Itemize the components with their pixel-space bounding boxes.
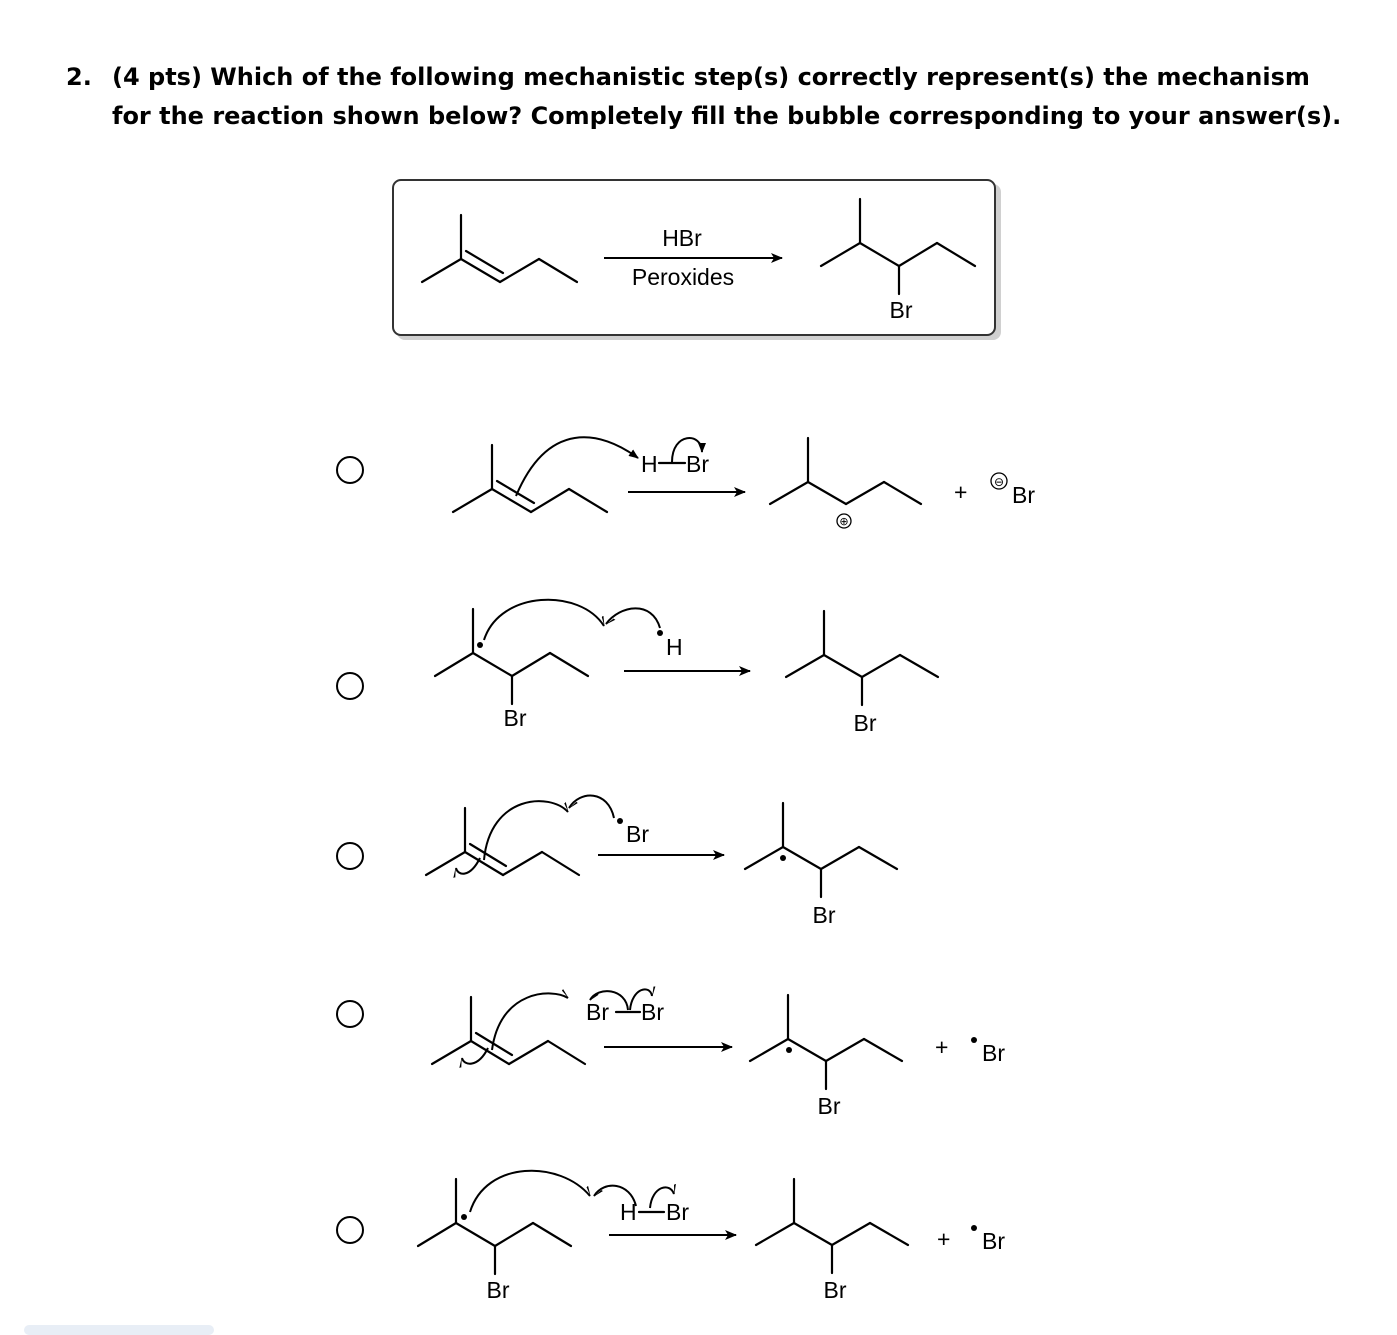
- hydrogen-radical: H: [666, 634, 683, 660]
- bromide-ion: Br: [1012, 482, 1035, 508]
- fishhook-arrow: [484, 801, 568, 860]
- bromine-radical: Br: [982, 1228, 1005, 1254]
- product-br-label: Br: [889, 297, 913, 323]
- product-br-label: Br: [823, 1277, 847, 1303]
- plus-sign: +: [937, 1226, 951, 1252]
- curved-arrow: [516, 437, 638, 496]
- option-5-mechanism: [418, 1171, 1005, 1303]
- reagent-br: Br: [666, 1199, 689, 1225]
- option-1-mechanism: [453, 437, 1035, 528]
- fishhook-arrow: [484, 600, 604, 640]
- reaction-box: [393, 180, 1001, 340]
- product-br-label: Br: [817, 1093, 841, 1119]
- reagent-hbr: HBr: [662, 225, 702, 251]
- start-br-label: Br: [486, 1277, 510, 1303]
- plus-sign: +: [954, 479, 968, 505]
- fishhook-arrow: [492, 993, 568, 1050]
- option-4-mechanism: [432, 989, 1005, 1119]
- radical-dot: [657, 630, 663, 636]
- horizontal-scrollbar[interactable]: [24, 1325, 214, 1335]
- option-2-mechanism: [435, 600, 938, 736]
- fishhook-arrow: [462, 1048, 488, 1064]
- reagent-br: Br: [686, 451, 709, 477]
- reagent-br-left: Br: [586, 999, 609, 1025]
- fishhook-arrow: [606, 608, 660, 628]
- carbocation-charge: ⊕: [839, 515, 849, 528]
- option-3-mechanism: [426, 796, 897, 928]
- radical-dot: [461, 1214, 467, 1220]
- radical-dot: [786, 1047, 792, 1053]
- bromine-radical: Br: [626, 821, 649, 847]
- question-text: (4 pts) Which of the following mechanistic step(s) correctly represent(s) the mechanism for the reaction shown below? Completely fill the bubble corresponding to your answer(s).: [112, 63, 1342, 130]
- radical-dot: [971, 1225, 977, 1231]
- reagent-h: H: [641, 451, 658, 477]
- reagent-peroxides: Peroxides: [631, 264, 735, 290]
- product-br-label: Br: [812, 902, 836, 928]
- product-br-label: Br: [853, 710, 877, 736]
- bromine-radical: Br: [982, 1040, 1005, 1066]
- radical-dot: [617, 818, 623, 824]
- radical-dot: [971, 1037, 977, 1043]
- plus-sign: +: [935, 1034, 949, 1060]
- fishhook-arrow: [470, 1171, 590, 1212]
- radical-dot: [780, 855, 786, 861]
- start-br-label: Br: [503, 705, 527, 731]
- fishhook-arrow: [456, 858, 480, 874]
- bromide-charge: ⊖: [993, 475, 1005, 489]
- reagent-h: H: [620, 1199, 637, 1225]
- radical-dot: [477, 642, 483, 648]
- fishhook-arrow: [569, 796, 614, 818]
- question-number: 2.: [66, 63, 92, 91]
- reagent-br-right: Br: [641, 999, 664, 1025]
